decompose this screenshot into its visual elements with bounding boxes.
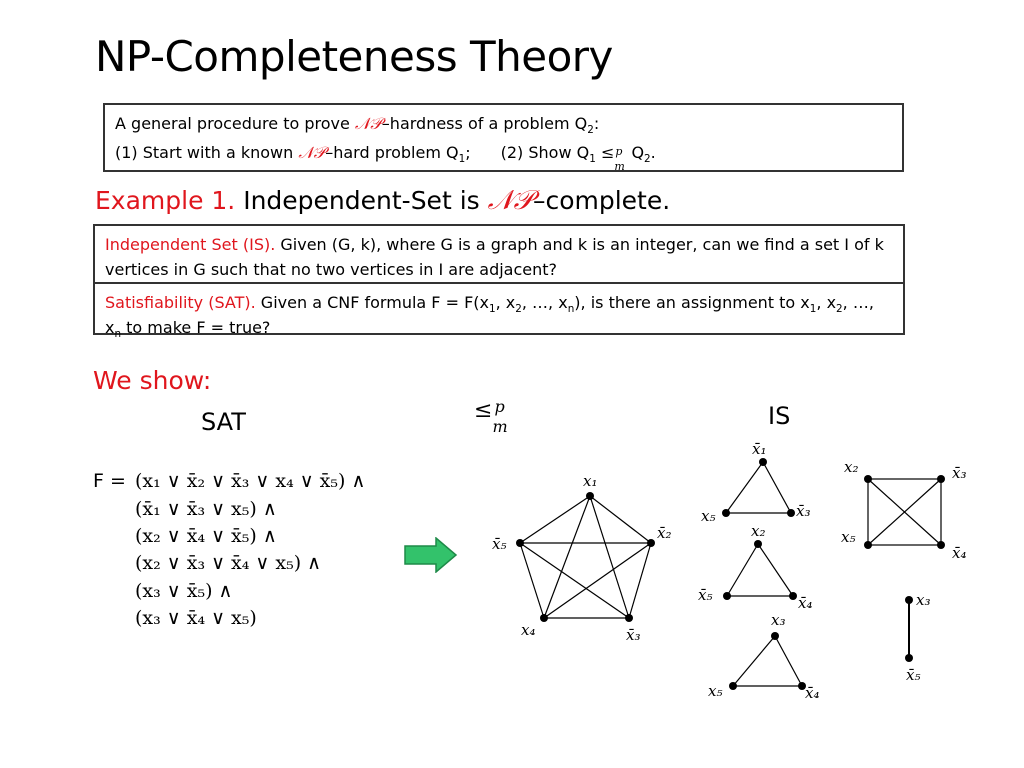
vertex-label: x̄₅ bbox=[698, 586, 713, 604]
procedure-text: (1) Start with a known bbox=[115, 143, 299, 162]
vertex-label: x₅ bbox=[708, 682, 723, 700]
vertex-label: x̄₅ bbox=[906, 666, 921, 684]
np-symbol: 𝒩𝒫 bbox=[487, 185, 533, 216]
vertex-label: x̄₄ bbox=[805, 684, 820, 702]
slide-title: NP-Completeness Theory bbox=[95, 32, 613, 81]
graph-vertex bbox=[864, 475, 872, 483]
is-label: Independent Set (IS). bbox=[105, 235, 276, 254]
vertex-label: x₃ bbox=[916, 591, 931, 609]
example-text: Independent-Set is bbox=[235, 186, 488, 215]
sat-text: to make F = true? bbox=[121, 318, 271, 337]
graph-vertex bbox=[789, 592, 797, 600]
is-heading: IS bbox=[768, 402, 791, 430]
vertex-label: x̄₄ bbox=[952, 544, 967, 562]
vertex-label: x₁ bbox=[583, 472, 598, 490]
procedure-text: (2) Show Q bbox=[500, 143, 590, 162]
graph-vertex bbox=[937, 475, 945, 483]
sat-heading: SAT bbox=[201, 408, 246, 436]
graph-vertex bbox=[905, 596, 913, 604]
definitions-box bbox=[93, 224, 905, 341]
np-symbol: 𝒩𝒫 bbox=[354, 114, 382, 133]
example-label: Example 1. bbox=[95, 186, 236, 215]
np-symbol: 𝒩𝒫 bbox=[298, 143, 326, 162]
procedure-text: –hardness of a problem Q bbox=[381, 114, 588, 133]
vertex-label: x₅ bbox=[701, 507, 716, 525]
graph-vertex bbox=[540, 614, 548, 622]
procedure-text: . bbox=[650, 143, 656, 162]
sat-text: Given a CNF formula F = F(x bbox=[255, 293, 489, 312]
subscript: 2 bbox=[515, 303, 522, 316]
graph-vertex bbox=[586, 492, 594, 500]
clause-1: (x₁ ∨ x̄₂ ∨ x̄₃ ∨ x₄ ∨ x̄₅) ∧ bbox=[135, 470, 366, 492]
graph-vertex bbox=[647, 539, 655, 547]
subscript: 1 bbox=[589, 153, 596, 166]
clause-3: (x₂ ∨ x̄₄ ∨ x̄₅) ∧ bbox=[135, 525, 277, 547]
clause-4: (x₂ ∨ x̄₃ ∨ x̄₄ ∨ x₅) ∧ bbox=[135, 552, 322, 574]
vertex-label: x̄₃ bbox=[796, 502, 811, 520]
procedure-line-1 bbox=[115, 114, 600, 137]
vertex-label: x̄₄ bbox=[798, 594, 813, 612]
example-heading bbox=[95, 185, 670, 217]
subscript: n bbox=[567, 303, 575, 316]
procedure-text: : bbox=[593, 114, 600, 133]
procedure-text: –hard problem Q bbox=[325, 143, 459, 162]
graph-vertex bbox=[516, 539, 524, 547]
graph-vertex bbox=[937, 541, 945, 549]
vertex-label: x̄₃ bbox=[952, 464, 967, 482]
sat-definition bbox=[95, 282, 903, 340]
graph-vertex bbox=[864, 541, 872, 549]
subscript: 2 bbox=[644, 153, 651, 166]
sat-text: , x bbox=[816, 293, 837, 312]
vertex-label: x₂ bbox=[844, 458, 859, 476]
sat-text: , …, x bbox=[105, 293, 874, 337]
graph-vertex bbox=[759, 458, 767, 466]
graph-vertex bbox=[625, 614, 633, 622]
formula-prefix: F = bbox=[93, 470, 126, 492]
subscript: 1 bbox=[809, 303, 817, 316]
sat-text: , …, x bbox=[521, 293, 568, 312]
clause-2: (x̄₁ ∨ x̄₃ ∨ x₅) ∧ bbox=[135, 498, 277, 520]
vertex-label: x₂ bbox=[751, 522, 766, 540]
subscript: 1 bbox=[458, 153, 466, 166]
subscript: 1 bbox=[488, 303, 496, 316]
graph-vertex bbox=[905, 654, 913, 662]
clause-5: (x₃ ∨ x̄₅) ∧ bbox=[135, 580, 233, 602]
vertex-label: x₃ bbox=[771, 611, 786, 629]
vertex-label: x̄₁ bbox=[752, 440, 767, 458]
is-text: Given (G, k), where G is a graph and k is an integer, can we find a set I of k vertices in G such that no two vertices in I are adjacent? bbox=[105, 235, 884, 279]
we-show-label: We show: bbox=[93, 366, 212, 395]
subscript: 2 bbox=[587, 124, 594, 137]
procedure-text: ; bbox=[465, 143, 471, 162]
graph-vertex bbox=[723, 592, 731, 600]
vertex-label: x̄₂ bbox=[657, 524, 672, 542]
is-graph bbox=[480, 430, 1000, 720]
procedure-line-2 bbox=[115, 143, 656, 173]
clause-6: (x₃ ∨ x̄₄ ∨ x₅) bbox=[135, 607, 257, 629]
graph-vertex bbox=[787, 509, 795, 517]
reduction-symbol-large: ≤ p m bbox=[474, 397, 508, 436]
vertex-label: x₄ bbox=[521, 621, 536, 639]
graph-vertex bbox=[722, 509, 730, 517]
sat-text: , x bbox=[495, 293, 516, 312]
vertex-label: x̄₅ bbox=[492, 535, 507, 553]
graph-vertex bbox=[729, 682, 737, 690]
subscript: 2 bbox=[836, 303, 843, 316]
procedure-text: Q bbox=[626, 143, 645, 162]
subscript: n bbox=[114, 328, 122, 341]
procedure-box bbox=[103, 103, 904, 172]
graph-vertex bbox=[771, 632, 779, 640]
graph-vertex bbox=[754, 540, 762, 548]
is-definition bbox=[95, 226, 903, 282]
procedure-text: A general procedure to prove bbox=[115, 114, 355, 133]
reduction-symbol: ≤ p m bbox=[600, 143, 625, 173]
sat-label: Satisfiability (SAT). bbox=[105, 293, 256, 312]
example-text: –complete. bbox=[532, 186, 671, 215]
reduction-arrow-icon bbox=[404, 537, 458, 573]
vertex-label: x₅ bbox=[841, 528, 856, 546]
vertex-label: x̄₃ bbox=[626, 626, 641, 644]
sat-text: ), is there an assignment to x bbox=[574, 293, 810, 312]
